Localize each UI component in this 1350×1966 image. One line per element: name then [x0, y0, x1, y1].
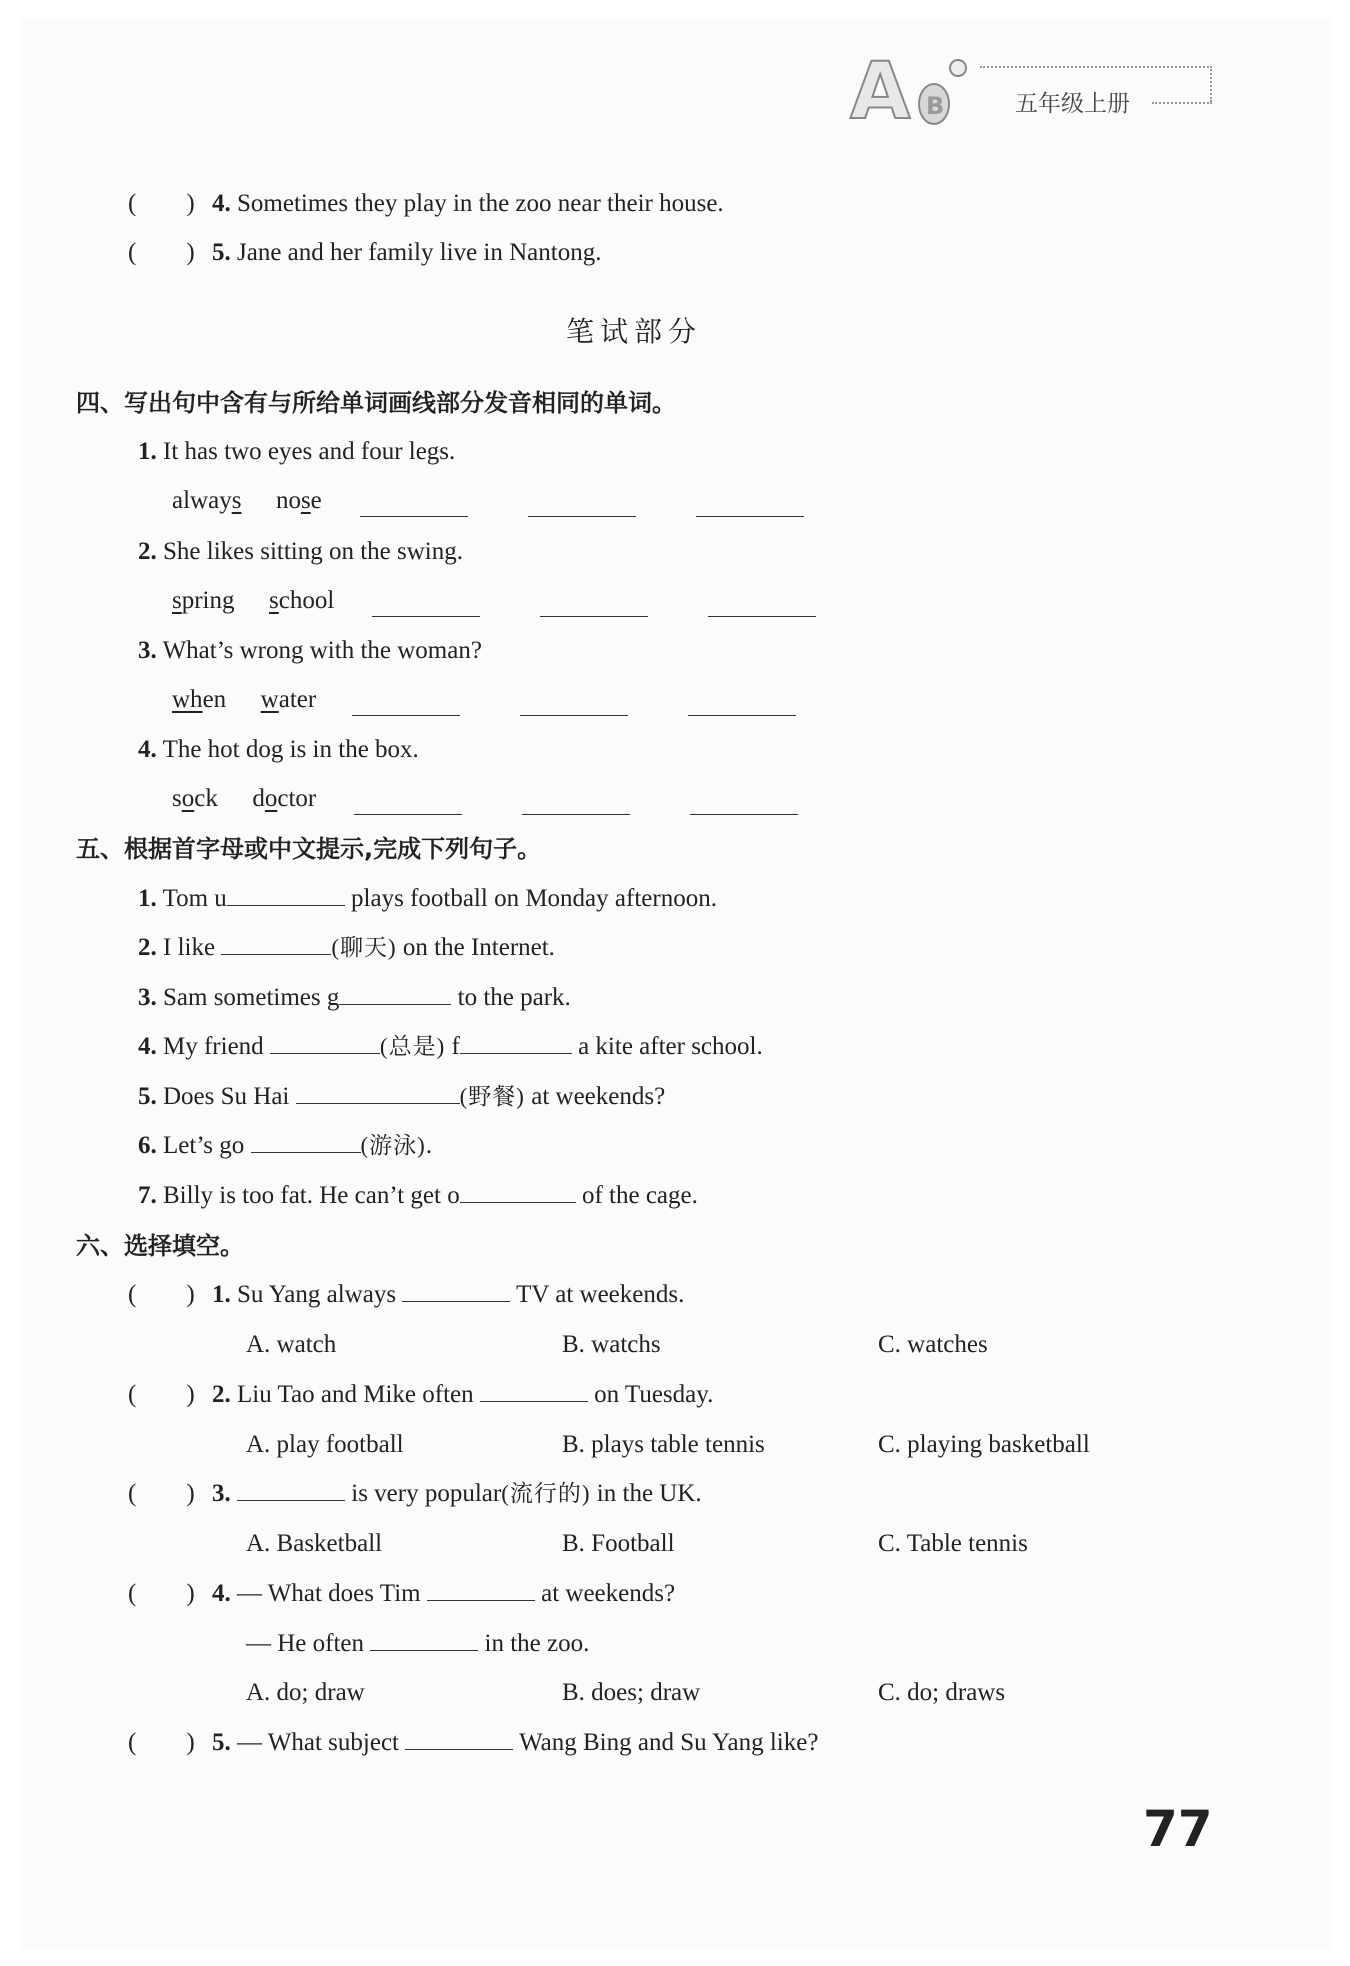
answer-blank[interactable]	[372, 596, 480, 617]
option-c[interactable]: C. watches	[878, 1331, 988, 1358]
option-a[interactable]: A. play football	[246, 1431, 404, 1458]
option-b[interactable]: B. Football	[562, 1530, 675, 1557]
word-row: when water	[172, 686, 317, 713]
answer-blank[interactable]	[227, 885, 345, 906]
question-row: 7. Billy is too fat. He can’t get o of the cage.	[138, 1182, 698, 1209]
question-row: 1. It has two eyes and four legs.	[138, 438, 456, 465]
answer-blank[interactable]	[370, 1630, 478, 1651]
svg-text:A: A	[850, 47, 911, 130]
answer-blank[interactable]	[708, 596, 816, 617]
answer-blank[interactable]	[522, 794, 630, 815]
answer-blank[interactable]	[528, 496, 636, 517]
answer-blank[interactable]	[251, 1132, 361, 1153]
question-row: ( ) 1. Su Yang always TV at weekends.	[128, 1281, 685, 1308]
option-a[interactable]: A. do; draw	[246, 1679, 365, 1706]
option-c[interactable]: C. do; draws	[878, 1679, 1006, 1706]
question-row: 4. The hot dog is in the box.	[138, 736, 419, 763]
option-c[interactable]: C. playing basketball	[878, 1431, 1090, 1458]
answer-blank[interactable]	[402, 1281, 510, 1302]
section-heading: 四、写出句中含有与所给单词画线部分发音相同的单词。	[76, 389, 676, 417]
word-row: always nose	[172, 487, 322, 514]
answer-blank[interactable]	[296, 1083, 460, 1104]
question-row: 3. Sam sometimes g to the park.	[138, 984, 571, 1011]
answer-blank[interactable]	[460, 1182, 576, 1203]
option-b[interactable]: B. plays table tennis	[562, 1431, 765, 1458]
question-row: 6. Let’s go (游泳).	[138, 1132, 433, 1159]
question-row: 5. Does Su Hai (野餐) at weekends?	[138, 1083, 666, 1110]
question-row: ( ) 4. — What does Tim at weekends?	[128, 1580, 676, 1607]
section-heading: 五、根据首字母或中文提示,完成下列句子。	[76, 835, 542, 863]
word-row: spring school	[172, 587, 335, 614]
answer-blank[interactable]	[360, 496, 468, 517]
question-row: 2. I like (聊天) on the Internet.	[138, 934, 555, 961]
header-dotted-line	[980, 66, 1212, 68]
answer-blank[interactable]	[354, 794, 462, 815]
question-row: ( ) 5. — What subject Wang Bing and Su Yang like?	[128, 1729, 819, 1756]
question-row: 3. What’s wrong with the woman?	[138, 637, 482, 664]
question-row: 1. Tom u plays football on Monday afternoon.	[138, 885, 717, 912]
answer-blank[interactable]	[480, 1381, 588, 1402]
answer-blank[interactable]	[405, 1729, 513, 1750]
answer-blank[interactable]	[688, 695, 796, 716]
answer-blank[interactable]	[339, 984, 451, 1005]
word-row: sock doctor	[172, 785, 317, 812]
abc-logo-icon	[848, 38, 968, 130]
question-row: ( ) 4. Sometimes they play in the zoo near their house.	[128, 190, 724, 217]
header-dotted-line	[1210, 66, 1212, 102]
page-number: 77	[1143, 1800, 1213, 1858]
option-c[interactable]: C. Table tennis	[878, 1530, 1028, 1557]
answer-blank[interactable]	[352, 695, 460, 716]
answer-blank[interactable]	[690, 794, 798, 815]
answer-blank[interactable]	[221, 934, 331, 955]
option-b[interactable]: B. watchs	[562, 1331, 661, 1358]
question-row: 4. My friend (总是) f a kite after school.	[138, 1033, 763, 1060]
grade-label: 五年级上册	[1015, 91, 1130, 117]
section-title: 笔试部分	[566, 315, 703, 348]
answer-blank[interactable]	[460, 1033, 572, 1054]
question-row: ( ) 2. Liu Tao and Mike often on Tuesday.	[128, 1381, 714, 1408]
svg-text:B: B	[926, 92, 945, 120]
answer-blank[interactable]	[696, 496, 804, 517]
option-a[interactable]: A. watch	[246, 1331, 337, 1358]
option-a[interactable]: A. Basketball	[246, 1530, 383, 1557]
section-heading: 六、选择填空。	[76, 1232, 244, 1260]
answer-blank[interactable]	[520, 695, 628, 716]
option-b[interactable]: B. does; draw	[562, 1679, 701, 1706]
header-dotted-line	[1152, 102, 1212, 104]
question-row: ( ) 3. is very popular(流行的) in the UK.	[128, 1480, 702, 1507]
answer-blank[interactable]	[270, 1033, 380, 1054]
answer-blank[interactable]	[540, 596, 648, 617]
question-row: ( ) 5. Jane and her family live in Nantong.	[128, 239, 602, 266]
answer-blank[interactable]	[237, 1480, 345, 1501]
answer-blank[interactable]	[427, 1580, 535, 1601]
dialogue-row: — He often in the zoo.	[246, 1630, 590, 1657]
question-row: 2. She likes sitting on the swing.	[138, 538, 463, 565]
